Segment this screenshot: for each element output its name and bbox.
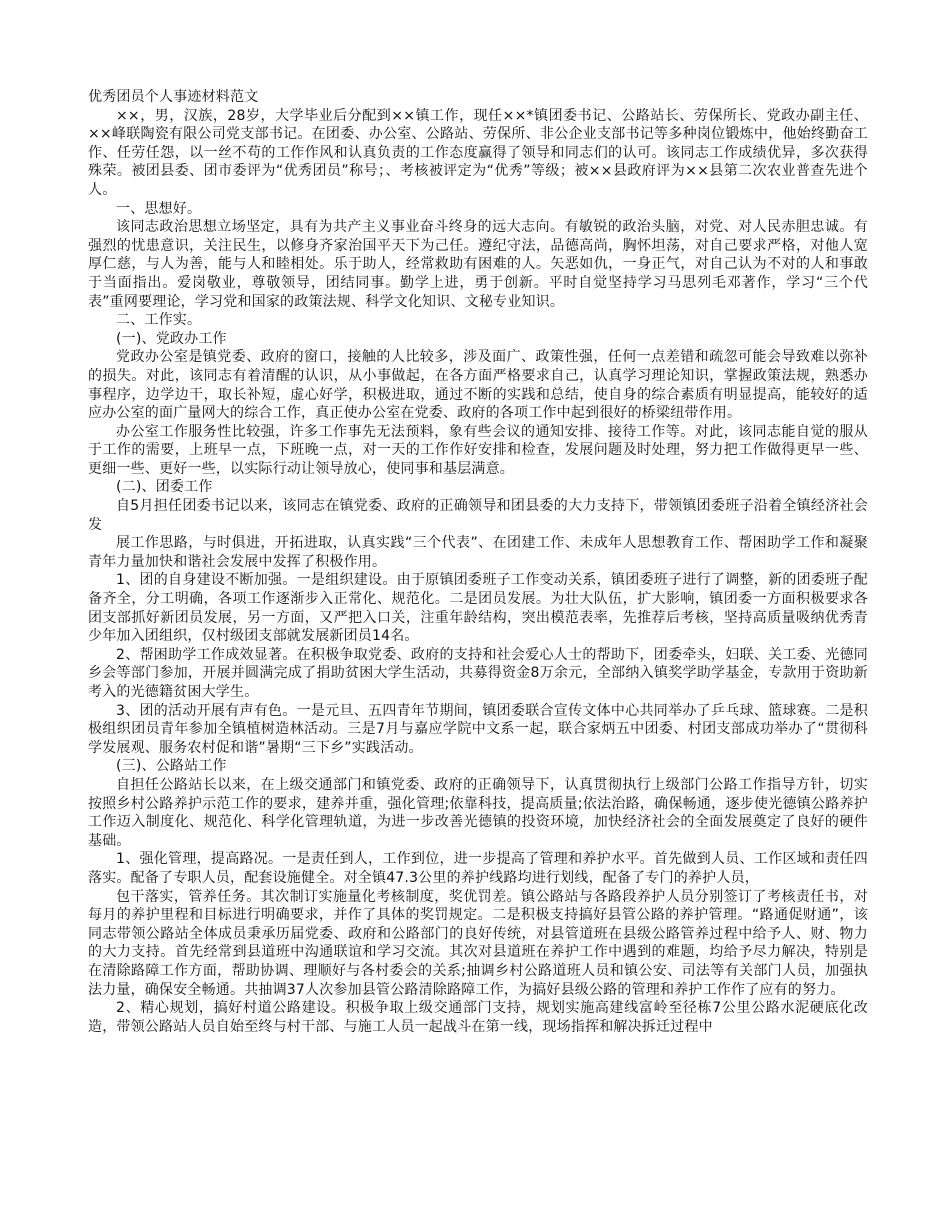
body-paragraph: 自5月担任团委书记以来，该同志在镇党委、政府的正确领导和团县委的大力支持下，带领镇团委班子沿着全镇经济社会发 [88,498,868,533]
body-paragraph: 办公室工作服务性比较强，许多工作事先无法预料，象有些会议的通知安排、接待工作等。对此，该同志能自觉的服从于工作的需要，上班早一点，下班晚一点，对一天的工作作好安排和检查，发展问题及时处理，努力把工作做得更早一些、更细一些、更好一些，以实际行动让领导放心，使同事和基层满意。 [88,423,868,477]
subsection-heading-league: (二)、团委工作 [116,479,213,496]
subsection-heading-road: (三)、公路站工作 [116,758,227,775]
section-heading-work: 二、工作实。 [116,312,202,329]
body-paragraph: 3、团的活动开展有声有色。一是元旦、五四青年节期间，镇团委联合宣传文体中心共同举办了乒乓球、篮球赛。二是积极组织团员青年参加全镇植树造林活动。三是7月与嘉应学院中文系一起，联合家炳五中团委、村团支部成功举办了“贯彻科学发展观、服务农村促和谐”暑期“三下乡”实践活动。 [88,702,868,756]
body-paragraph: 包干落实，管养任务。其次制订实施量化考核制度，奖优罚差。镇公路站与各路段养护人员分别签订了考核责任书，对每月的养护里程和目标进行明确要求，并作了具体的奖罚规定。二是积极支持搞好县管公路的养护管理。“路通促财通”，该同志带领公路站全体成员秉承历届党委、政府和公路部门的良好传统，对县管道班在县级公路管养过程中给予人、财、物力的大力支持。首先经常到县道班中沟通联谊和学习交流。其次对县道班在养护工作中遇到的难题，均给予尽力解决，特别是在清除路障工作方面，帮助协调、理顺好与各村委会的关系;抽调乡村公路道班人员和镇公安、司法等有关部门人员，加强执法力量，确保安全畅通。共抽调37人次参加县管公路清除路障工作，为搞好县级公路的管理和养护工作作了应有的努力。 [88,888,868,998]
document-title: 优秀团员个人事迹材料范文 [88,89,259,105]
body-paragraph: 该同志政治思想立场坚定，具有为共产主义事业奋斗终身的远大志向。有敏锐的政治头脑，对党、对人民赤胆忠诚。有强烈的忧患意识，关注民生，以修身齐家治国平天下为己任。遵纪守法，品德高尚，胸怀坦荡，对自己要求严格，对他人宽厚仁慈，与人为善，能与人和睦相处。乐于助人，经常救助有困难的人。矢恶如仇，一身正气，对自己认为不对的人和事敢于当面指出。爱岗敬业，尊敬领导，团结同事。勤学上进，勇于创新。平时自觉坚持学习马思列毛邓著作，学习“三个代表”重网要理论，学习党和国家的政策法规、科学文化知识、文秘专业知识。 [88,219,868,310]
document-page [88,88,868,1036]
body-paragraph: 2、帮困助学工作成效显著。在积极争取党委、政府的支持和社会爱心人士的帮助下，团委牵头，妇联、关工委、光德同乡会等部门参加，开展并圆满完成了捐助贫困大学生活动，共募得资金8万余元，全部纳入镇奖学助学基金，专款用于资助新考入的光德籍贫困大学生。 [88,646,868,700]
body-paragraph: 党政办公室是镇党委、政府的窗口，接触的人比较多，涉及面广、政策性强，任何一点差错和疏忽可能会导致难以弥补的损失。对此，该同志有着清醒的认识，从小事做起，在各方面严格要求自己，认真学习理论知识，掌握政策法规，熟悉办事程序，边学边干，取长补短，虚心好学，积极进取，通过不断的实践和总结，使自身的综合素质有明显提高，能较好的适应办公室的面广量网大的综合工作，真正使办公室在党委、政府的各项工作中起到很好的桥梁纽带作用。 [88,349,868,422]
body-paragraph: 自担任公路站长以来，在上级交通部门和镇党委、政府的正确领导下，认真贯彻执行上级部门公路工作指导方针，切实按照乡村公路养护示范工作的要求，建养并重，强化管理;依靠科技，提高质量;依法治路，确保畅通，逐步使光德镇公路养护工作迈入制度化、规范化、科学化管理轨道，为进一步改善光德镇的投资环境，加快经济社会的全面发展奠定了良好的硬件基础。 [88,776,868,849]
section-heading-thought: 一、思想好。 [116,200,202,217]
body-paragraph: 展工作思路，与时俱进，开拓进取，认真实践“三个代表”、在团建工作、未成年人思想教育工作、帮困助学工作和凝聚青年力量加快和谐社会发展中发挥了积极作用。 [88,535,868,570]
subsection-heading-office: (一)、党政办工作 [116,330,227,347]
intro-paragraph: ××，男，汉族，28岁，大学毕业后分配到××镇工作，现任××*镇团委书记、公路站长、劳保所长、党政办副主任、××峰联陶瓷有限公司党支部书记。在团委、办公室、公路站、劳保所、非公企业支部书记等多种岗位锻炼中，他始终勤奋工作、任劳任怨，以一丝不苟的工作作风和认真负责的工作态度赢得了领导和同志们的认可。该同志工作成绩优异，多次获得殊荣。被团县委、团市委评为“优秀团员”称号；、考核被评定为“优秀”等级；被××县政府评为××县第二次农业普查先进个人。 [88,107,868,198]
body-paragraph: 2、精心规划，搞好村道公路建设。积极争取上级交通部门支持，规划实施高建线富岭至径栋7公里公路水泥硬底化改造，带领公路站人员自始至终与村干部、与施工人员一起战斗在第一线，现场指挥和解决拆迁过程中 [88,1000,868,1035]
body-paragraph: 1、团的自身建设不断加强。一是组织建设。由于原镇团委班子工作变动关系，镇团委班子进行了调整，新的团委班子配备齐全，分工明确，各项工作逐渐步入正常化、规范化。二是团员发展。为壮大队伍，扩大影响，镇团委一方面积极要求各团支部抓好新团员发展，另一方面，又严把入口关，注重年龄结构，突出模范表率，先推荐后考核，坚持高质量吸纳优秀青少年加入团组织，仅村级团支部就发展新团员14名。 [88,572,868,645]
body-paragraph: 1、强化管理，提高路况。一是责任到人，工作到位，进一步提高了管理和养护水平。首先做到人员、工作区域和责任四落实。配备了专职人员，配套设施健全。对全镇47.3公里的养护线路均进行划线，配备了专门的养护人员， [88,851,868,886]
